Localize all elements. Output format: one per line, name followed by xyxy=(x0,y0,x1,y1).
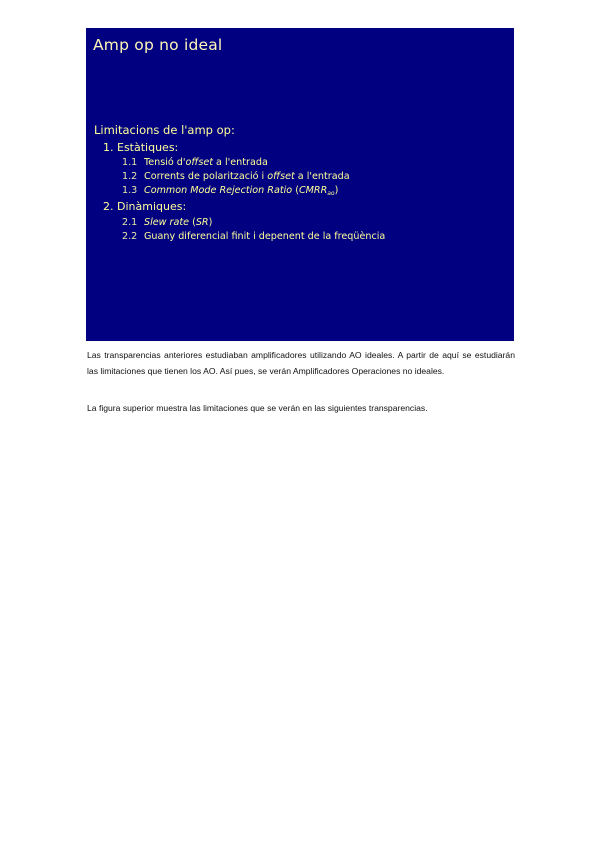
list-item: 1.3 Common Mode Rejection Ratio $(CMRR_{ao})$ xyxy=(122,185,339,197)
section-dinamiques xyxy=(103,200,186,213)
body-paragraph: La figura superior muestra las limitaciones que se verán en las siguientes transparencias. xyxy=(87,403,428,413)
list-item: 1.1 Tensió d'offset a l'entrada xyxy=(122,157,268,168)
body-paragraph: Las transparencias anteriores estudiaban amplificadores utilizando AO ideales. A partir de aquí se estudiarán las limitaciones que tienen los AO. Así pues, se verán Amplificadores Operaciones no ideales. xyxy=(87,350,515,376)
slide-figure xyxy=(86,28,514,341)
slide-title: Amp op no ideal xyxy=(93,36,223,54)
section-label: Estàtiques: xyxy=(117,141,179,154)
section-number: 1. xyxy=(103,141,114,154)
list-item: 1.2 Corrents de polarització i offset a l'entrada xyxy=(122,171,350,182)
list-item: 2.1 Slew rate (SR) xyxy=(122,217,213,228)
list-item: 2.2 Guany diferencial finit i depenent de la freqüència xyxy=(122,231,386,242)
section-number: 2. xyxy=(103,200,114,213)
slide-heading: Limitacions de l'amp op: xyxy=(94,123,235,137)
section-estatiques xyxy=(103,141,178,154)
section-label: Dinàmiques: xyxy=(117,200,187,213)
